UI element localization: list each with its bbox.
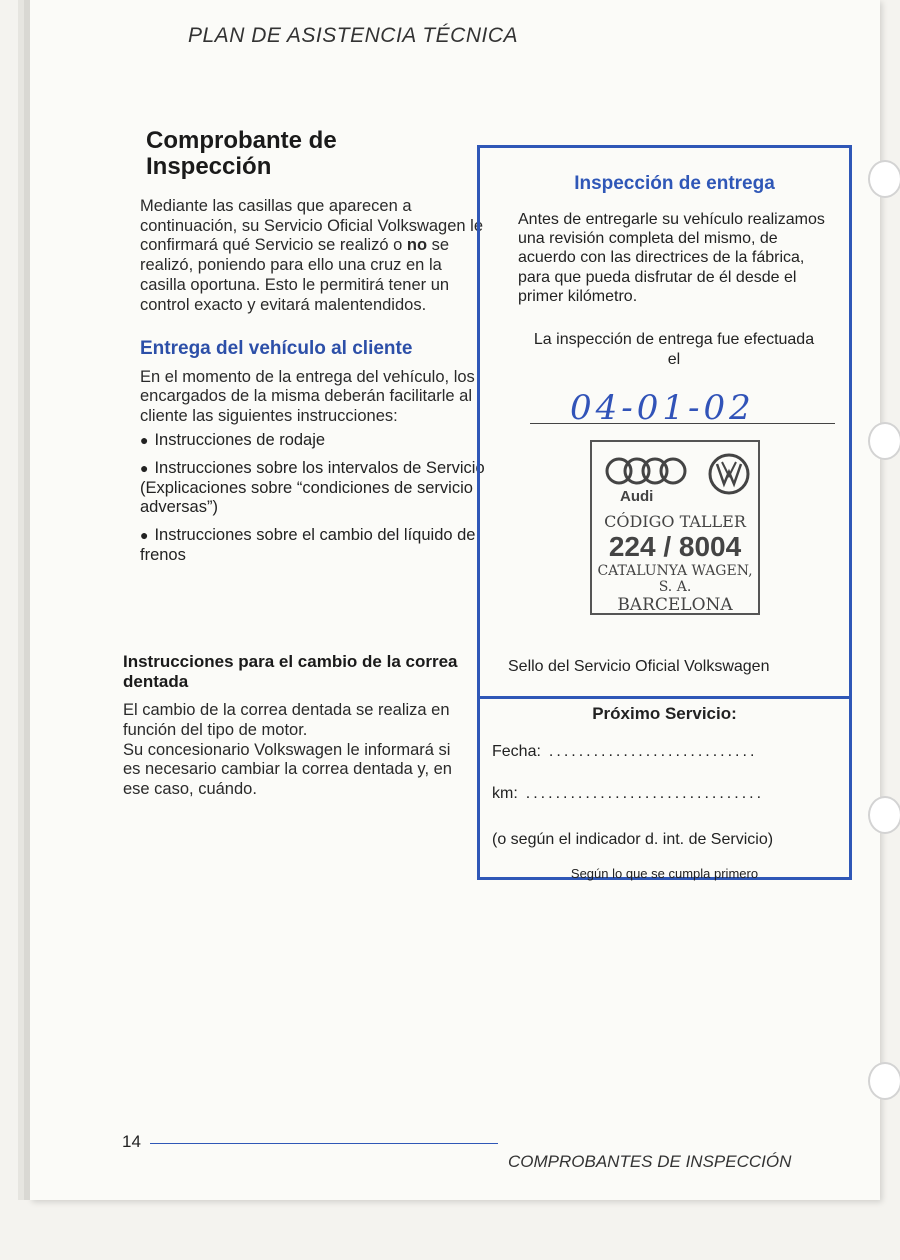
stamp-line-1: CÓDIGO TALLER (604, 512, 746, 531)
intro-emphasis-no: no (406, 236, 428, 255)
stamp-line-2: 224 / 8004 (608, 531, 742, 562)
service-indicator-note: (o según el indicador d. int. de Servicio) (492, 831, 774, 848)
bullet-icon: ● (140, 459, 149, 476)
whichever-first-note: Según lo que se cumpla primero (570, 866, 759, 881)
audi-rings-icon (604, 456, 690, 486)
intro-part-3: se realizó, poniendo para ello una cruz en la casilla oportuna. Esto le permitirá tener un control exacto y evitará malentendidos. (140, 236, 450, 314)
left-column (140, 128, 490, 574)
list-item (140, 526, 490, 566)
date-field (492, 743, 757, 761)
page-number: 14 (122, 1132, 141, 1151)
list-item-text: Instrucciones sobre los intervalos de Servicio (Explicaciones sobre “condiciones de servicio adversas”) (140, 458, 485, 517)
bullet-icon: ● (140, 431, 149, 448)
delivery-inspection-text: Antes de entregarle su vehículo realizamos una revisión completa del mismo, de acuerdo con las directrices de la fábrica, para que pueda disfrutar de él desde el primer kilómetro. (518, 211, 825, 305)
page-title-line2: Inspección (146, 153, 272, 181)
list-item (140, 459, 490, 518)
workshop-stamp (590, 440, 760, 615)
km-field (492, 785, 764, 803)
inspection-effected-text (514, 330, 834, 370)
binder-hole (868, 160, 900, 198)
intro-part-1: Mediante las casillas que aparecen a continuación, su Servicio Oficial Volkswagen le confirmará qué Servicio se realizó o (140, 196, 484, 255)
date-field-label: Fecha: (492, 743, 541, 760)
date-field-dots: ............................ (548, 743, 758, 760)
page-title-line1: Comprobante de (146, 127, 337, 154)
manual-page (30, 0, 880, 1200)
timing-belt-text-2: Su concesionario Volkswagen le informará si es necesario cambiar la correa dentada y, en ese caso, cuándo. (123, 740, 452, 799)
timing-belt-title: Instrucciones para el cambio de la correa dentada (123, 652, 458, 691)
binder-hole (868, 1062, 900, 1100)
page-title (146, 128, 490, 181)
vw-logo-icon (707, 452, 751, 496)
intro-paragraph (140, 197, 490, 316)
next-service-title: Próximo Servicio: (592, 704, 737, 723)
inspection-effected-line1: La inspección de entrega fue efectuada (533, 331, 815, 348)
stamp-line-3: CATALUNYA WAGEN, S. A. (597, 563, 753, 595)
stamp-line-4: BARCELONA (617, 595, 733, 615)
timing-belt-text-1: El cambio de la correa dentada se realiza en función del tipo de motor. (123, 701, 450, 739)
stamp-brand: Audi (620, 488, 654, 505)
handwritten-date: 04-01-02 (570, 388, 755, 428)
footer-rule (150, 1143, 498, 1144)
bullet-icon: ● (140, 527, 149, 544)
seal-label: Sello del Servicio Oficial Volkswagen (508, 658, 770, 675)
km-field-label: km: (492, 785, 518, 802)
binder-hole (868, 422, 900, 460)
box-divider (480, 696, 849, 699)
stamp-logos (592, 442, 758, 505)
footer-section: COMPROBANTES DE INSPECCIÓN (508, 1152, 792, 1171)
delivery-inspection-box (477, 145, 852, 880)
list-item (140, 431, 490, 451)
inspection-effected-line2: el (667, 351, 681, 368)
binder-hole (868, 796, 900, 834)
instruction-list (140, 431, 490, 566)
running-head: PLAN DE ASISTENCIA TÉCNICA (188, 24, 519, 47)
km-field-dots: ................................ (525, 785, 765, 802)
delivery-inspection-title: Inspección de entrega (574, 173, 775, 194)
list-item-text: Instrucciones sobre el cambio del líquido de frenos (140, 526, 476, 564)
delivery-paragraph: En el momento de la entrega del vehículo, los encargados de la misma deberán facilitarle al cliente las siguientes instrucciones: (140, 367, 475, 426)
delivery-section-title: Entrega del vehículo al cliente (140, 337, 413, 359)
date-line (530, 423, 835, 424)
list-item-text: Instrucciones de rodaje (154, 430, 326, 449)
timing-belt-section (123, 652, 468, 800)
